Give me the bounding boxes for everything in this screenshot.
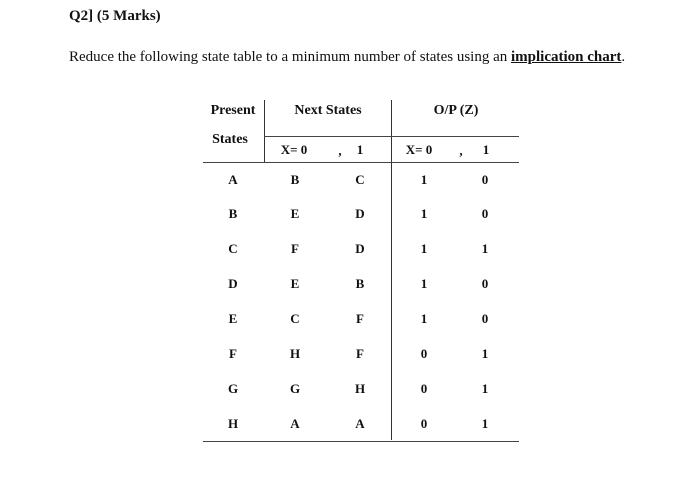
cell-next-x1: F <box>356 346 364 361</box>
instruction-end: . <box>621 49 626 65</box>
table-divider-output <box>391 100 392 440</box>
header-ns-sep: , <box>338 143 342 158</box>
cell-present: E <box>228 311 238 326</box>
cell-next-x1: D <box>355 241 365 256</box>
header-ns-x0: X= 0 <box>280 142 308 157</box>
cell-out-x1: 0 <box>481 276 489 291</box>
header-output: O/P (Z) <box>433 103 479 118</box>
cell-present: D <box>228 276 238 291</box>
header-states: States <box>212 132 248 147</box>
cell-out-x1: 1 <box>481 241 489 256</box>
cell-out-x1: 0 <box>481 206 489 221</box>
table-rule-subheader <box>264 136 519 137</box>
cell-next-x1: H <box>354 381 366 396</box>
cell-out-x0: 1 <box>420 311 428 326</box>
question-title: Q2] (5 Marks) <box>69 8 161 24</box>
cell-next-x1: A <box>355 416 365 431</box>
instruction-emphasis: implication chart <box>511 49 622 65</box>
header-op-x0: X= 0 <box>405 142 433 157</box>
cell-out-x1: 1 <box>481 416 489 431</box>
cell-next-x1: C <box>355 172 365 187</box>
cell-next-x1: B <box>355 276 365 291</box>
cell-present: B <box>228 206 238 221</box>
cell-out-x0: 1 <box>420 276 428 291</box>
cell-present: G <box>227 381 239 396</box>
cell-out-x1: 0 <box>481 172 489 187</box>
cell-next-x0: C <box>290 311 300 326</box>
cell-next-x0: E <box>290 206 300 221</box>
cell-next-x0: A <box>290 416 300 431</box>
cell-present: H <box>227 416 239 431</box>
cell-next-x0: H <box>289 346 301 361</box>
cell-out-x0: 1 <box>420 241 428 256</box>
header-ns-x1: 1 <box>356 142 364 157</box>
cell-out-x0: 0 <box>420 416 428 431</box>
cell-next-x0: B <box>290 172 300 187</box>
header-present: Present <box>210 103 256 118</box>
header-op-x1: 1 <box>482 142 490 157</box>
cell-out-x1: 1 <box>481 381 489 396</box>
cell-next-x0: E <box>290 276 300 291</box>
cell-next-x1: D <box>355 206 365 221</box>
cell-present: C <box>228 241 238 256</box>
cell-out-x0: 0 <box>420 381 428 396</box>
cell-next-x0: F <box>291 241 299 256</box>
header-next-states: Next States <box>294 103 362 118</box>
table-rule-header <box>203 162 519 163</box>
table-divider-present <box>264 100 265 162</box>
cell-out-x0: 1 <box>420 172 428 187</box>
cell-out-x0: 0 <box>420 346 428 361</box>
header-op-sep: , <box>459 143 463 158</box>
cell-next-x0: G <box>289 381 301 396</box>
instruction-text: Reduce the following state table to a minimum number of states using an <box>69 49 511 65</box>
cell-present: F <box>229 346 237 361</box>
cell-out-x1: 0 <box>481 311 489 326</box>
cell-out-x0: 1 <box>420 206 428 221</box>
cell-out-x1: 1 <box>481 346 489 361</box>
cell-next-x1: F <box>356 311 364 326</box>
table-rule-bottom <box>203 441 519 442</box>
cell-present: A <box>228 172 238 187</box>
